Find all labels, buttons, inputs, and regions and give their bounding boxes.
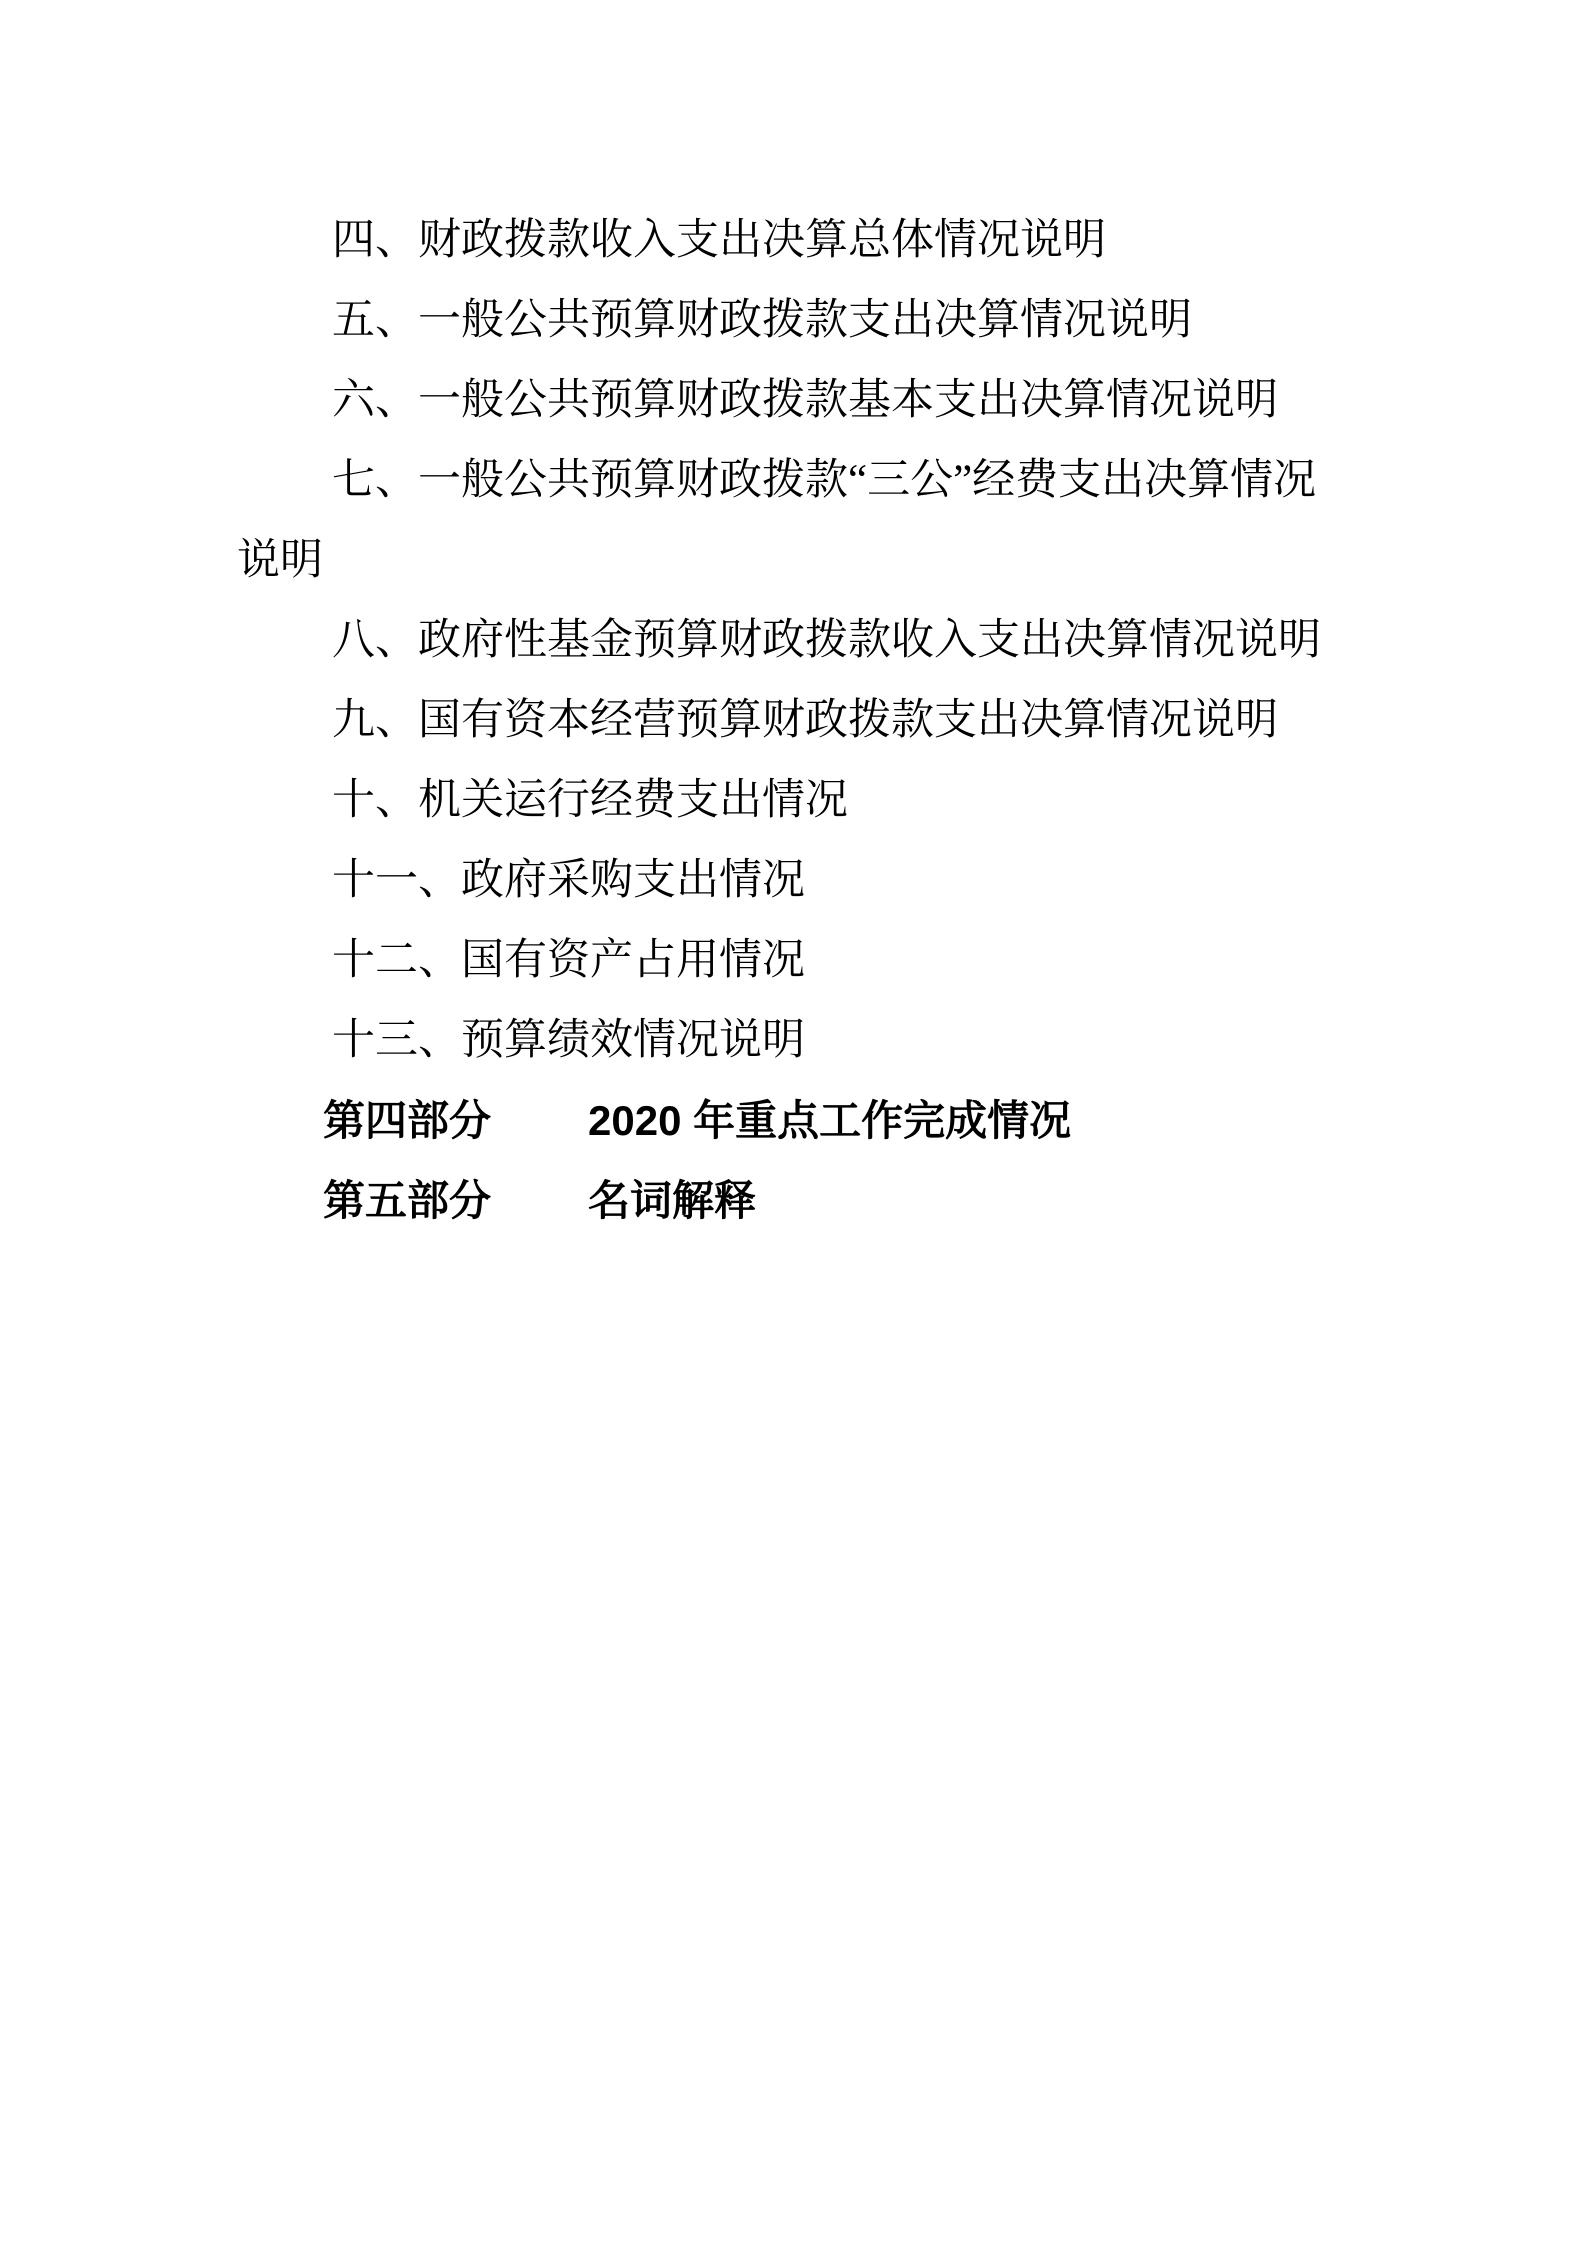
toc-line: 八、政府性基金预算财政拨款收入支出决算情况说明 <box>332 617 1321 664</box>
section-label: 第五部分 <box>323 1177 492 1224</box>
toc-content <box>237 201 1354 1241</box>
toc-line: 十二、国有资产占用情况 <box>332 937 805 984</box>
section-heading-part5 <box>237 1161 1354 1241</box>
toc-line: 十、机关运行经费支出情况 <box>332 777 848 824</box>
section-heading-part4 <box>237 1081 1354 1161</box>
section-title: 2020 年重点工作完成情况 <box>588 1097 1072 1144</box>
section-title: 名词解释 <box>588 1177 757 1224</box>
section-label: 第四部分 <box>323 1097 492 1144</box>
toc-line: 四、财政拨款收入支出决算总体情况说明 <box>332 217 1106 264</box>
toc-line: 七、一般公共预算财政拨款“三公”经费支出决算情况 <box>332 457 1317 504</box>
toc-line-wrap-continuation: 说明 <box>237 537 323 584</box>
toc-line: 五、一般公共预算财政拨款支出决算情况说明 <box>332 297 1192 344</box>
toc-line: 十一、政府采购支出情况 <box>332 857 805 904</box>
toc-line: 十三、预算绩效情况说明 <box>332 1017 805 1064</box>
toc-line: 六、一般公共预算财政拨款基本支出决算情况说明 <box>332 377 1278 424</box>
toc-line: 九、国有资本经营预算财政拨款支出决算情况说明 <box>332 697 1278 744</box>
